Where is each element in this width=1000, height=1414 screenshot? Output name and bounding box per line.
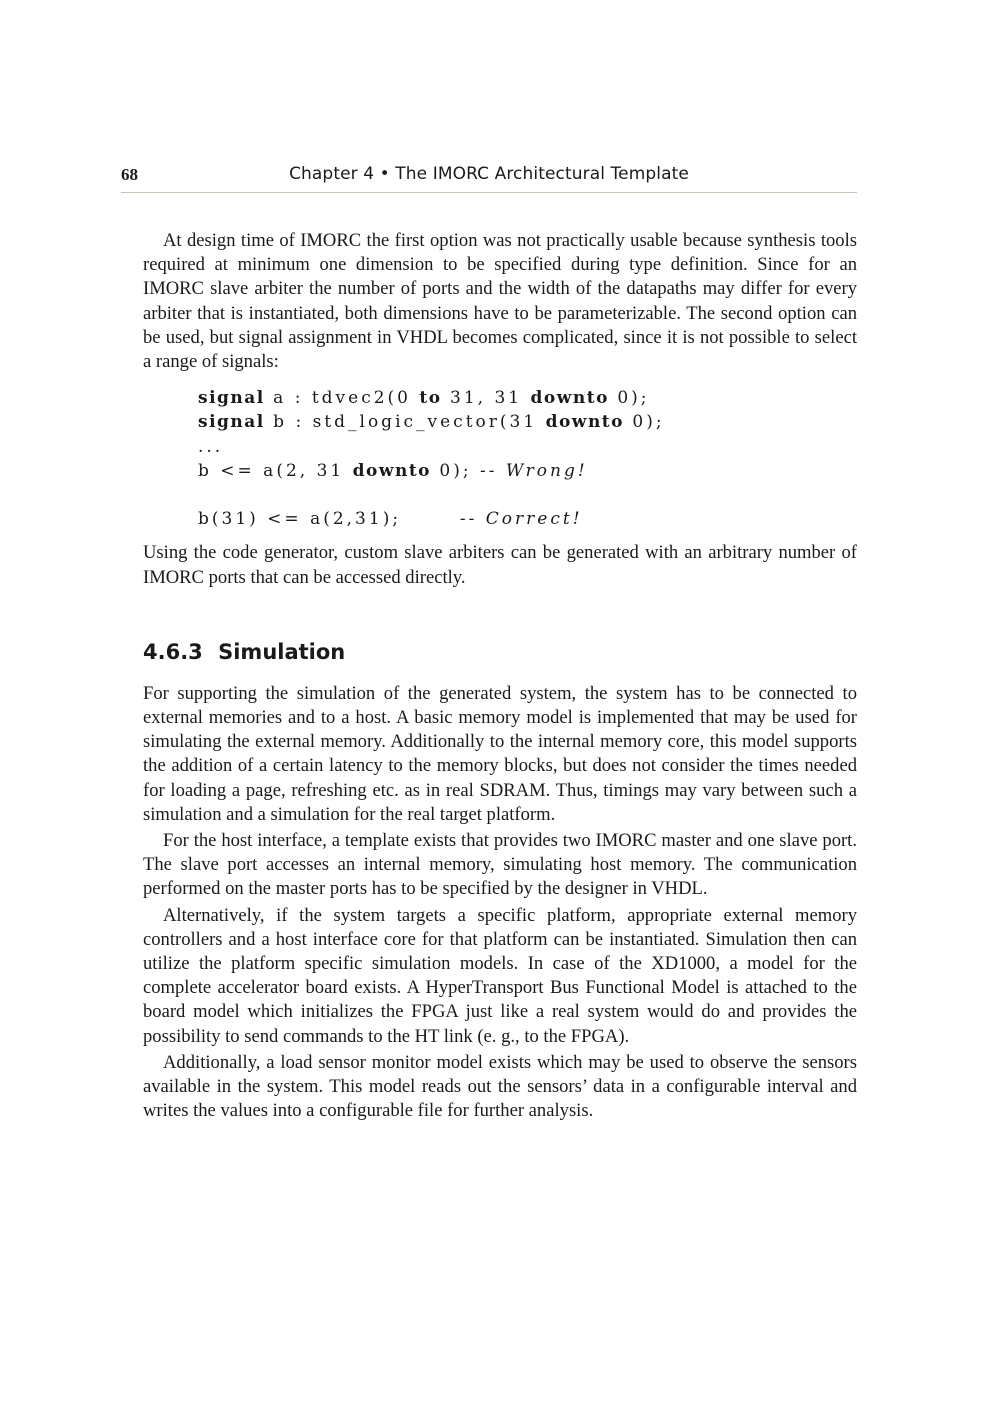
code-line-5: b(31) <= a(2,31); -- Correct! bbox=[198, 509, 583, 530]
code-blank-line bbox=[198, 483, 857, 507]
page-number: 68 bbox=[121, 165, 138, 184]
code-line-3: ... bbox=[198, 436, 224, 457]
section-paragraph-1: For supporting the simulation of the generated system, the system has to be connected to external memories and to a host. A basic memory model is implemented that may be used for simulating the external memory. Additionally to the internal memory core, this model supports the addition of a certain latency to the memory blocks, but does not consider the times needed for loading a page, refreshing etc. as in real SDRAM. Thus, timings may vary between such a simulation and a simulation for the real target platform. bbox=[143, 682, 857, 825]
section-paragraph-3: Alternatively, if the system targets a specific platform, appropriate external memory controllers and a host interface core for that platform can be instantiated. Simulation then can utilize the platform specific simulation models. In case of the XD1000, a model for the complete accelerator board exists. A HyperTransport Bus Functional Model is attached to the board model which initializes the FPGA just like a real system would do and provides the possibility to send commands to the HT link (e. g., to the FPGA). bbox=[143, 904, 857, 1047]
code-line-4: b <= a(2, 31 downto 0); -- Wrong! bbox=[198, 460, 588, 481]
vhdl-code-listing bbox=[198, 386, 857, 531]
intro-paragraph: At design time of IMORC the first option was not practically usable because synthesis tools required at minimum one dimension to be specified during type definition. Since for an IMORC slave arbiter the number of ports and the width of the datapaths may differ for every arbiter that is instantiated, both dimensions have to be parameterizable. The second option can be used, but signal assignment in VHDL becomes complicated, since it is not possible to select a range of signals: bbox=[143, 230, 857, 373]
running-title: Chapter 4 • The IMORC Architectural Template bbox=[289, 164, 689, 184]
section-paragraph-2: For the host interface, a template exists that provides two IMORC master and one slave port. The slave port accesses an internal memory, simulating host memory. The communication performed on the master ports has to be specified by the designer in VHDL. bbox=[143, 830, 857, 900]
section-number: 4.6.3 bbox=[143, 639, 203, 664]
after-code-paragraph: Using the code generator, custom slave arbiters can be generated with an arbitrary number of IMORC ports that can be accessed directly. bbox=[143, 542, 857, 588]
page-header bbox=[121, 164, 857, 193]
section-heading bbox=[143, 638, 857, 666]
code-line-2: signal b : std_logic_vector(31 downto 0); bbox=[198, 412, 665, 433]
section-title: Simulation bbox=[218, 639, 346, 664]
section-paragraph-4: Additionally, a load sensor monitor model exists which may be used to observe the sensors available in the system. This model reads out the sensors’ data in a configurable interval and writes the values into a configurable file for further analysis. bbox=[143, 1051, 857, 1122]
code-line-1: signal a : tdvec2(0 to 31, 31 downto 0); bbox=[198, 388, 650, 409]
page-body bbox=[143, 229, 857, 1123]
